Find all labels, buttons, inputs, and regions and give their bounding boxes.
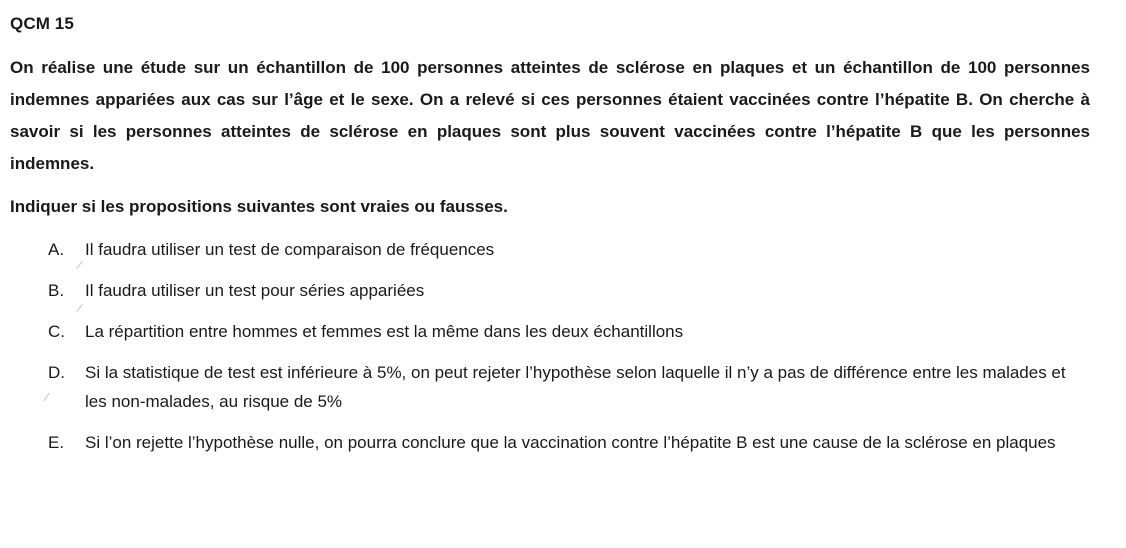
option-text: Il faudra utiliser un test pour séries appariées — [85, 281, 425, 300]
qcm-document — [10, 14, 1090, 469]
option-letter: E. — [48, 433, 65, 452]
option-b — [48, 276, 1090, 305]
option-letter: D. — [48, 363, 65, 382]
option-text: Si l’on rejette l’hypothèse nulle, on pourra conclure que la vaccination contre l’hépatite B est une cause de la sclérose en plaques — [85, 433, 1056, 452]
option-text: Si la statistique de test est inférieure à 5%, on peut rejeter l’hypothèse selon laquelle il n’y a pas de différence entre les malades et les non-malades, au risque de 5% — [85, 363, 1066, 411]
question-title: QCM 15 — [10, 14, 74, 33]
option-d — [48, 358, 1090, 416]
option-letter: B. — [48, 281, 65, 300]
option-letter: A. — [48, 240, 65, 259]
option-e — [48, 428, 1090, 457]
option-text: Il faudra utiliser un test de comparaison de fréquences — [85, 240, 495, 259]
question-stem: On réalise une étude sur un échantillon de 100 personnes atteintes de sclérose en plaques et un échantillon de 100 personnes indemnes appariées aux cas sur l’âge et le sexe. On a relevé si ces personnes étaient vaccinées contre l’hépatite B. On cherche à savoir si les personnes atteintes de sclérose en plaques sont plus souvent vaccinées contre l’hépatite B que les personnes indemnes. — [10, 58, 1090, 173]
option-letter: C. — [48, 322, 65, 341]
question-instruction: Indiquer si les propositions suivantes sont vraies ou fausses. — [10, 197, 508, 216]
options-list — [10, 235, 1090, 457]
option-text: La répartition entre hommes et femmes est la même dans les deux échantillons — [85, 322, 684, 341]
option-a — [48, 235, 1090, 264]
option-c — [48, 317, 1090, 346]
